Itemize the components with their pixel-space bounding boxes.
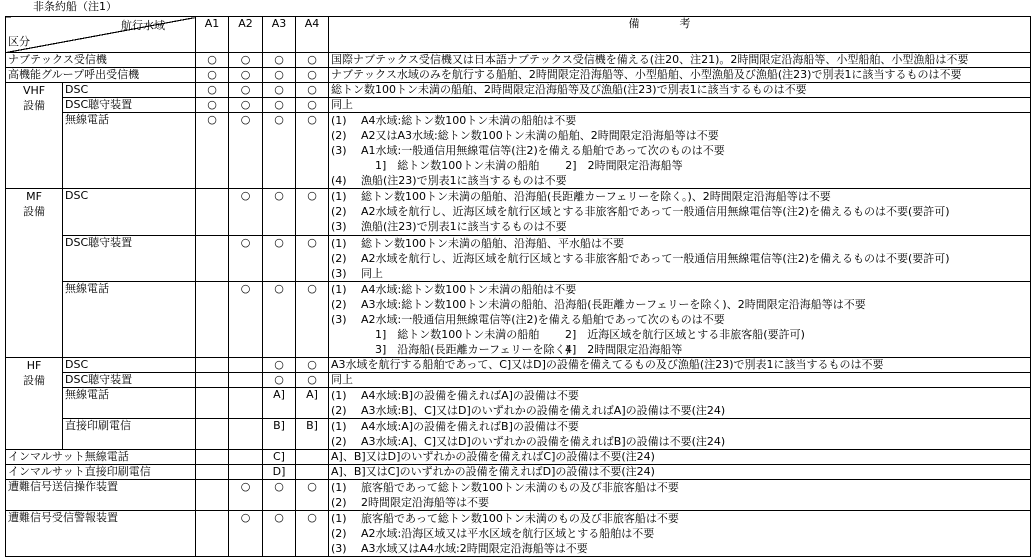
mark-a4: ○ bbox=[296, 98, 329, 113]
mark-a1 bbox=[196, 373, 229, 388]
mark-a3: ○ bbox=[263, 480, 296, 511]
row-remark: (1) A4水域:総トン数100トン未満の船舶は不要 (2) A2又はA3水域:総トン数100トン未満の船舶、2時間限定沿海船等は不要 (3) A1水域:一般通信用無線電信等(注2)を備える船舶であって次のものは不要 1] 総トン数100トン未満の船舶 2] 2時間限定沿海船等 (4) 漁船(注23)で別表1に該当するものは不要 bbox=[329, 113, 1031, 189]
mark-a2: ○ bbox=[229, 236, 263, 282]
mark-a1 bbox=[196, 450, 229, 465]
table-title: 非条約船（注1） bbox=[33, 0, 117, 13]
mark-a1 bbox=[196, 511, 229, 557]
mark-a2: ○ bbox=[229, 53, 263, 68]
row-label: DSC bbox=[63, 83, 196, 98]
mark-a1 bbox=[196, 465, 229, 480]
row-remark: A]、B]又はD]のいずれかの設備を備えればC]の設備は不要(注24) bbox=[329, 450, 1031, 465]
mark-a2 bbox=[229, 358, 263, 373]
table-row-hf-dsc bbox=[6, 358, 1031, 373]
table-row-inmarsat-telephone bbox=[6, 450, 1031, 465]
mark-a1 bbox=[196, 236, 229, 282]
mark-a2 bbox=[229, 419, 263, 450]
row-remark: (1) A4水域:総トン数100トン未満の船舶は不要 (2) A3水域:総トン数100トン未満の船舶、沿海船(長距離カーフェリーを除く)、2時間限定沿海船等は不要 (3) A2水域:一般通信用無線電信等(注2)を備える船舶であって次のものは不要 1] 総トン数100トン未満の船舶 2] 近海区域を航行区域とする非旅客船(要許可) 3] 沿海船(長距離カーフェリーを除く)4] 2時間限定沿海船等 bbox=[329, 282, 1031, 358]
mark-a2: ○ bbox=[229, 189, 263, 236]
table-row-navtex bbox=[6, 53, 1031, 68]
header-navigation-area-label: 航行水域 bbox=[121, 19, 165, 32]
row-label: DSC bbox=[63, 189, 196, 236]
row-label: 無線電話 bbox=[63, 282, 196, 358]
row-label: 無線電話 bbox=[63, 113, 196, 189]
row-label: 遭難信号送信操作装置 bbox=[6, 480, 196, 511]
header-a1: A1 bbox=[196, 17, 229, 53]
mark-a2: ○ bbox=[229, 83, 263, 98]
header-diagonal-cell bbox=[6, 17, 196, 53]
mark-a2: ○ bbox=[229, 511, 263, 557]
mark-a4: ○ bbox=[296, 68, 329, 83]
mark-a4: B] bbox=[296, 419, 329, 450]
table-row-vhf-dsc bbox=[6, 83, 1031, 98]
row-remark: (1) 総トン数100トン未満の船舶、沿海船(長距離カーフェリーを除く。)、2時間限定沿海船等は不要 (2) A2水域を航行し、近海区域を航行区域とする非旅客船であって一般通信用無線電信等(注2)を備えるものは不要(要許可) (3) 漁船(注23)で別表1に該当するものは不要 bbox=[329, 189, 1031, 236]
row-label: 直接印刷電信 bbox=[63, 419, 196, 450]
table-row-distress-transmit bbox=[6, 480, 1031, 511]
mark-a3: ○ bbox=[263, 113, 296, 189]
mark-a3: ○ bbox=[263, 236, 296, 282]
mark-a3: C] bbox=[263, 450, 296, 465]
mark-a3: ○ bbox=[263, 189, 296, 236]
row-label: DSC聴守装置 bbox=[63, 98, 196, 113]
mark-a4: ○ bbox=[296, 83, 329, 98]
table-row-egc bbox=[6, 68, 1031, 83]
mark-a4: ○ bbox=[296, 189, 329, 236]
mark-a2: ○ bbox=[229, 282, 263, 358]
row-label: ナブテックス受信機 bbox=[6, 53, 196, 68]
row-label: 無線電話 bbox=[63, 388, 196, 419]
mark-a3: ○ bbox=[263, 68, 296, 83]
mark-a3: ○ bbox=[263, 282, 296, 358]
mark-a1: ○ bbox=[196, 98, 229, 113]
mark-a4: ○ bbox=[296, 113, 329, 189]
mark-a1: ○ bbox=[196, 83, 229, 98]
row-remark: 総トン数100トン未満の船舶、2時間限定沿海船等及び漁船(注23)で別表1に該当するものは不要 bbox=[329, 83, 1031, 98]
table-row-mf-radiotelephone bbox=[6, 282, 1031, 358]
row-remark: A]、B]又はC]のいずれかの設備を備えればD]の設備は不要(注24) bbox=[329, 465, 1031, 480]
mark-a4: A] bbox=[296, 388, 329, 419]
mark-a4 bbox=[296, 465, 329, 480]
row-remark: 国際ナブテックス受信機又は日本語ナブテックス受信機を備える(注20、注21)。2時間限定沿海船等、小型船舶、小型漁船は不要 bbox=[329, 53, 1031, 68]
mark-a2: ○ bbox=[229, 68, 263, 83]
row-remark: (1) 旅客船であって総トン数100トン未満のもの及び非旅客船は不要 (2) A2水域:沿海区域又は平水区域を航行区域とする船舶は不要 (3) A3水域又はA4水域:2時間限定沿海船等は不要 bbox=[329, 511, 1031, 557]
header-remarks: 備考 bbox=[329, 17, 1031, 53]
mark-a3: ○ bbox=[263, 98, 296, 113]
mark-a2 bbox=[229, 373, 263, 388]
mark-a3: ○ bbox=[263, 511, 296, 557]
mark-a3: ○ bbox=[263, 53, 296, 68]
mark-a3: ○ bbox=[263, 83, 296, 98]
mark-a2 bbox=[229, 450, 263, 465]
row-remark: (1) 旅客船であって総トン数100トン未満のもの及び非旅客船は不要 (2) 2時間限定沿海船等は不要 bbox=[329, 480, 1031, 511]
mark-a1 bbox=[196, 388, 229, 419]
table-row-vhf-dsc-watch bbox=[6, 98, 1031, 113]
table-row-vhf-radiotelephone bbox=[6, 113, 1031, 189]
row-remark: A3水域を航行する船舶であって、C]又はD]の設備を備えてるもの及び漁船(注23)で別表1に該当するものは不要 bbox=[329, 358, 1031, 373]
mark-a4: ○ bbox=[296, 236, 329, 282]
row-remark: (1) A4水域:B]の設備を備えればA]の設備は不要 (2) A3水域:B]、C]又はD]のいずれかの設備を備えればA]の設備は不要(注24) bbox=[329, 388, 1031, 419]
row-label: DSC聴守装置 bbox=[63, 236, 196, 282]
table-row-inmarsat-nbdp bbox=[6, 465, 1031, 480]
mark-a4: ○ bbox=[296, 282, 329, 358]
row-label: 遭難信号受信警報装置 bbox=[6, 511, 196, 557]
equipment-table bbox=[5, 16, 1031, 557]
header-a4: A4 bbox=[296, 17, 329, 53]
mark-a4: ○ bbox=[296, 373, 329, 388]
mark-a4: ○ bbox=[296, 358, 329, 373]
mark-a2 bbox=[229, 388, 263, 419]
mark-a1 bbox=[196, 358, 229, 373]
mark-a3: ○ bbox=[263, 358, 296, 373]
mark-a1 bbox=[196, 282, 229, 358]
mark-a4: ○ bbox=[296, 511, 329, 557]
mark-a3: D] bbox=[263, 465, 296, 480]
row-label: DSC聴守装置 bbox=[63, 373, 196, 388]
row-remark: 同上 bbox=[329, 373, 1031, 388]
mark-a2: ○ bbox=[229, 113, 263, 189]
row-remark: ナブテックス水域のみを航行する船舶、2時間限定沿海船等、小型船舶、小型漁船及び漁船(注23)で別表1に該当するものは不要 bbox=[329, 68, 1031, 83]
mark-a2 bbox=[229, 465, 263, 480]
mark-a1 bbox=[196, 189, 229, 236]
row-label: 高機能グループ呼出受信機 bbox=[6, 68, 196, 83]
table-row-mf-dsc-watch bbox=[6, 236, 1031, 282]
mark-a2: ○ bbox=[229, 480, 263, 511]
row-label: インマルサット無線電話 bbox=[6, 450, 196, 465]
header-category-label: 区分 bbox=[8, 35, 30, 48]
row-remark: (1) 総トン数100トン未満の船舶、沿海船、平水船は不要 (2) A2水域を航行し、近海区域を航行区域とする非旅客船であって一般通信用無線電信等(注2)を備えるものは不要(要許可) (3) 同上 bbox=[329, 236, 1031, 282]
mark-a1: ○ bbox=[196, 53, 229, 68]
mark-a3: B] bbox=[263, 419, 296, 450]
mark-a2: ○ bbox=[229, 98, 263, 113]
row-remark: (1) A4水域:A]の設備を備えればB]の設備は不要 (2) A3水域:A]、C]又はD]のいずれかの設備を備えればB]の設備は不要(注24) bbox=[329, 419, 1031, 450]
header-row bbox=[6, 17, 1031, 53]
table-row-mf-dsc bbox=[6, 189, 1031, 236]
row-label: DSC bbox=[63, 358, 196, 373]
table-row-hf-dsc-watch bbox=[6, 373, 1031, 388]
table-row-hf-radiotelephone bbox=[6, 388, 1031, 419]
mark-a1: ○ bbox=[196, 68, 229, 83]
row-remark: 同上 bbox=[329, 98, 1031, 113]
mark-a1 bbox=[196, 419, 229, 450]
mark-a4: ○ bbox=[296, 480, 329, 511]
mark-a1: ○ bbox=[196, 113, 229, 189]
mark-a4: ○ bbox=[296, 53, 329, 68]
table-row-hf-nbdp bbox=[6, 419, 1031, 450]
category-hf: HF 設備 bbox=[6, 358, 63, 450]
mark-a1 bbox=[196, 480, 229, 511]
row-label: インマルサット直接印刷電信 bbox=[6, 465, 196, 480]
category-vhf: VHF 設備 bbox=[6, 83, 63, 189]
header-a2: A2 bbox=[229, 17, 263, 53]
mark-a3: A] bbox=[263, 388, 296, 419]
category-mf: MF 設備 bbox=[6, 189, 63, 358]
header-a3: A3 bbox=[263, 17, 296, 53]
mark-a4 bbox=[296, 450, 329, 465]
mark-a3: ○ bbox=[263, 373, 296, 388]
table-row-distress-receive bbox=[6, 511, 1031, 557]
